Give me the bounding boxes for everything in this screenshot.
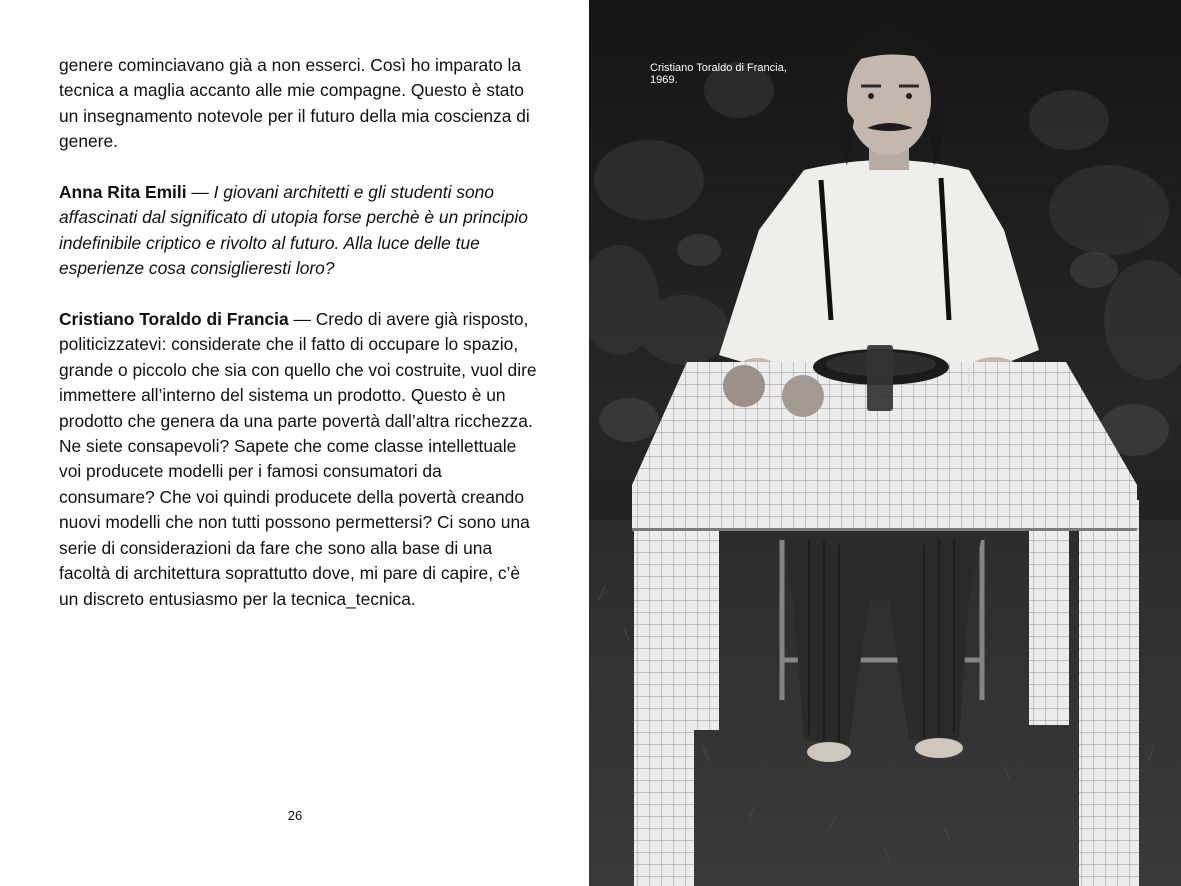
page-number: 26 [287, 808, 303, 823]
speaker-name: Anna Rita Emili [59, 182, 187, 203]
paragraph-intro [59, 53, 539, 155]
caption-line-1: Cristiano Toraldo di Francia, [650, 62, 787, 74]
speaker-name: Cristiano Toraldo di Francia [59, 309, 289, 330]
interview-text [59, 53, 539, 637]
portrait-photo [589, 0, 1181, 886]
right-page [589, 0, 1181, 886]
paragraph-body: genere cominciavano già a non esserci. Così ho imparato la tecnica a maglia accanto alle mie compagne. Questo è stato un insegnamento notevole per il futuro della mia coscienza di genere. [59, 55, 530, 152]
em-dash: — [186, 182, 214, 203]
em-dash: — [288, 309, 316, 330]
question-text: I giovani architetti e gli studenti sono affascinati dal significato di utopia forse perchè è un principio indefinibile criptico e rivolto al futuro. Alla luce delle tue esperienze cosa consiglieresti loro? [59, 182, 528, 279]
answer-text: Credo di avere già risposto, politicizzatevi: considerate che il fatto di occupare lo spazio, grande o piccolo che sia con quello che voi costruite, vuol dire immettere all’interno del sistema un prodotto. Questo è un prodotto che genera da una parte povertà dall’altra ricchezza. Ne siete consapevoli? Sapete che come classe intellettuale voi producete modelli per i famosi consumatori da consumare? Che voi quindi producete della povertà creando nuovi modelli che non tutti possono permettersi? Ci sono una serie di considerazioni da fare che sono alla base di una facoltà di architettura soprattutto dove, mi pare di capire, c’è un discreto entusiasmo per la tecnica_tecnica. [59, 309, 537, 609]
caption-line-2: 1969. [650, 74, 678, 86]
left-page [0, 0, 589, 886]
paragraph-answer [59, 307, 539, 612]
photo-caption [650, 62, 830, 86]
paragraph-question [59, 180, 539, 282]
